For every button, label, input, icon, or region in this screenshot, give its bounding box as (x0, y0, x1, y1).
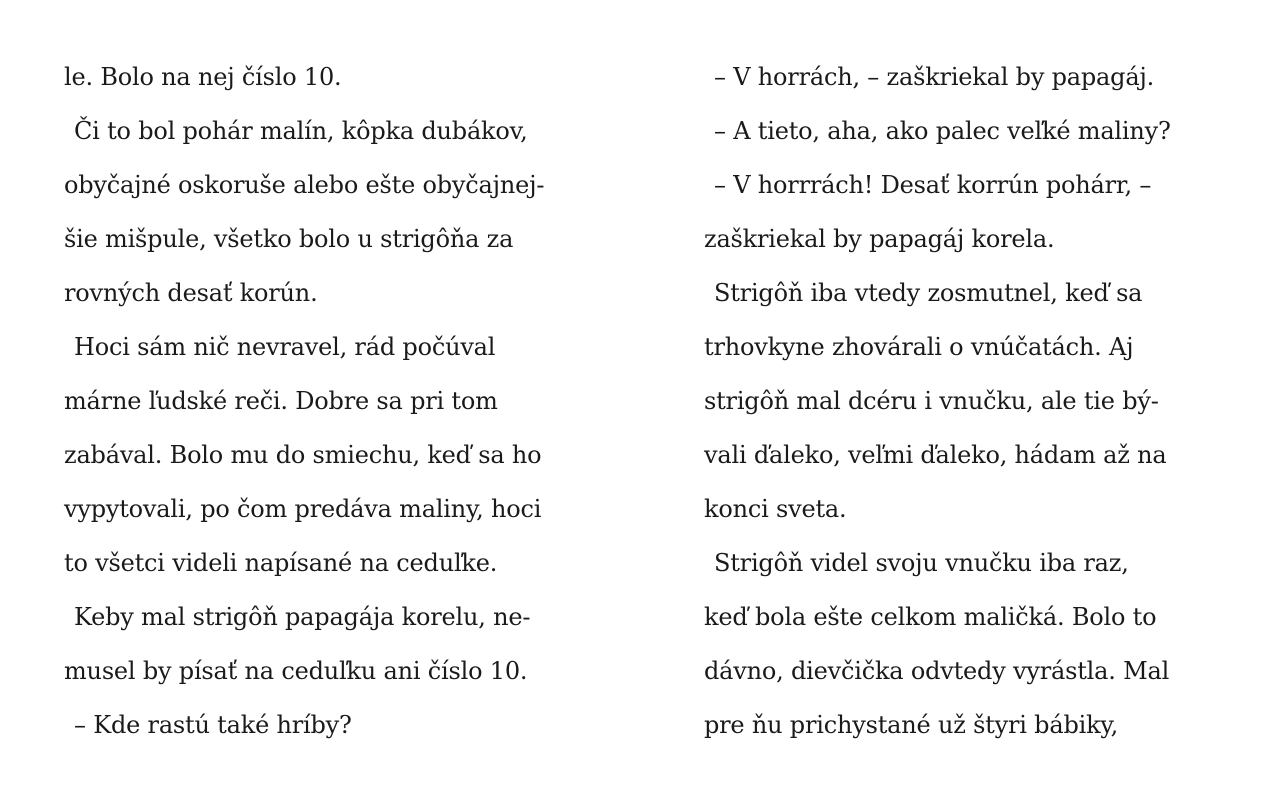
text-line: trhovkyne zhovárali o vnúčatách. Aj (704, 333, 1134, 361)
right-page (704, 56, 1244, 758)
text-line: – Kde rastú také hríby? (74, 711, 352, 739)
text-line: Keby mal strigôň papagája korelu, ne- (74, 603, 531, 631)
text-line: pre ňu prichystané už štyri bábiky, (704, 711, 1119, 739)
text-line: le. Bolo na nej číslo 10. (64, 63, 342, 91)
text-line: Či to bol pohár malín, kôpka dubákov, (74, 117, 528, 145)
text-line: keď bola ešte celkom maličká. Bolo to (704, 603, 1157, 631)
text-line: šie mišpule, všetko bolo u strigôňa za (64, 225, 514, 253)
text-line: dávno, dievčička odvtedy vyrástla. Mal (704, 657, 1170, 685)
text-line: rovných desať korún. (64, 279, 318, 307)
text-line: to všetci videli napísané na ceduľke. (64, 549, 498, 577)
text-line: vali ďaleko, veľmi ďaleko, hádam až na (704, 441, 1167, 469)
text-line: zaškriekal by papagáj korela. (704, 225, 1055, 253)
text-line: obyčajné oskoruše alebo ešte obyčajnej- (64, 171, 545, 199)
text-line: – A tieto, aha, ako palec veľké maliny? (714, 117, 1171, 145)
text-line: Strigôň videl svoju vnučku iba raz, (714, 549, 1129, 577)
text-line: zabával. Bolo mu do smiechu, keď sa ho (64, 441, 542, 469)
left-page (64, 56, 604, 758)
text-line: strigôň mal dcéru i vnučku, ale tie bý- (704, 387, 1159, 415)
text-line: Hoci sám nič nevravel, rád počúval (74, 333, 496, 361)
text-line: – V horrrách! Desať korrún pohárr, – (714, 171, 1152, 199)
text-line: vypytovali, po čom predáva maliny, hoci (64, 495, 542, 523)
text-line: márne ľudské reči. Dobre sa pri tom (64, 387, 498, 415)
text-line: musel by písať na ceduľku ani číslo 10. (64, 657, 528, 685)
text-line: konci sveta. (704, 495, 847, 523)
text-line: – V horrách, – zaškriekal by papagáj. (714, 63, 1155, 91)
text-line: Strigôň iba vtedy zosmutnel, keď sa (714, 279, 1143, 307)
